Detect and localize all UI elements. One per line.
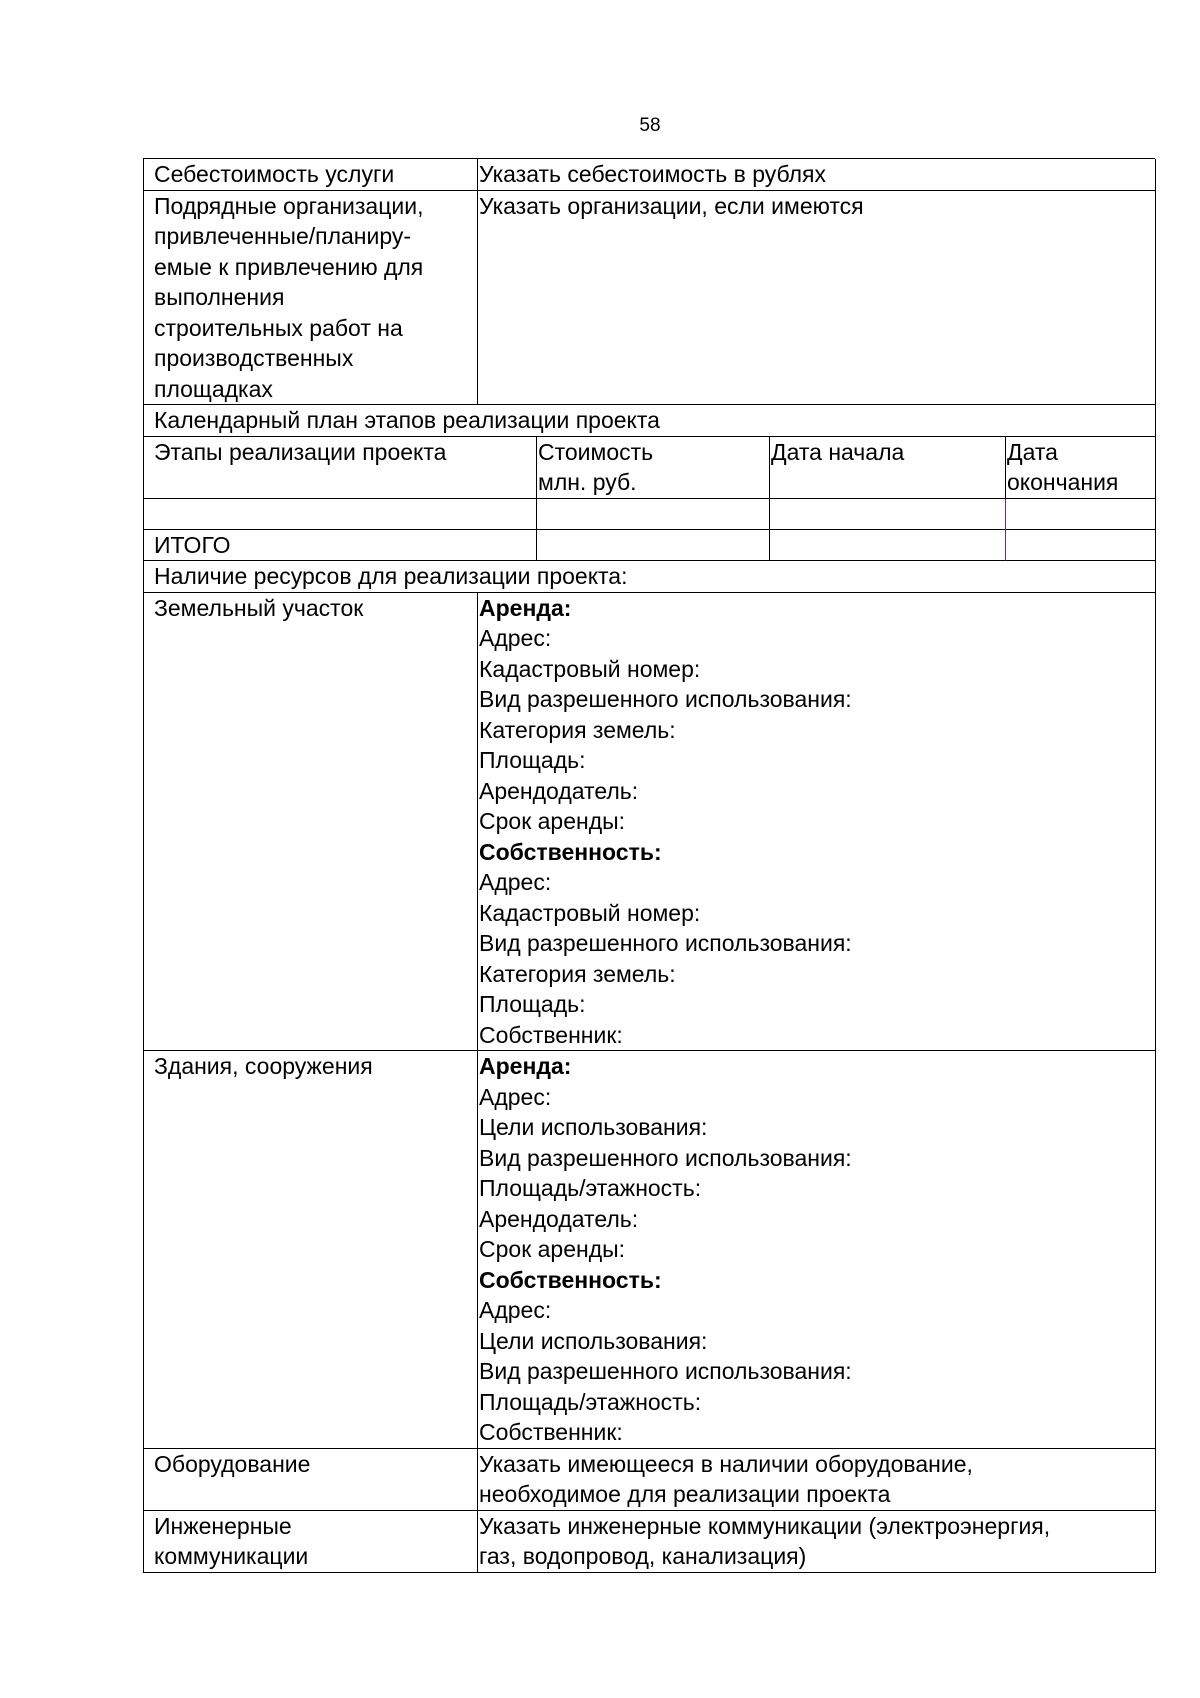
calendar-plan-heading: Календарный план этапов реализации проекта bbox=[144, 405, 1156, 437]
contractors-value: Указать организации, если имеются bbox=[478, 191, 1156, 406]
land-line: Собственник: bbox=[479, 1021, 623, 1048]
cost-value: Указать себестоимость в рублях bbox=[478, 159, 1156, 191]
buildings-line: Арендодатель: bbox=[479, 1205, 639, 1232]
equipment-label: Оборудование bbox=[144, 1449, 478, 1511]
land-line: Арендодатель: bbox=[479, 777, 639, 804]
land-line: Вид разрешенного использования: bbox=[479, 930, 852, 956]
land-line: Адрес: bbox=[479, 625, 552, 651]
buildings-line: Срок аренды: bbox=[479, 1236, 626, 1262]
resources-heading: Наличие ресурсов для реализации проекта: bbox=[144, 561, 1156, 593]
contractors-label-line: строительных работ на bbox=[154, 314, 403, 341]
total-label: ИТОГО bbox=[144, 530, 537, 562]
land-line: Категория земель: bbox=[479, 960, 676, 987]
buildings-line: Вид разрешенного использования: bbox=[479, 1358, 852, 1384]
land-ownership-heading: Собственность: bbox=[479, 838, 662, 865]
buildings-line: Площадь/этажность: bbox=[479, 1388, 702, 1415]
buildings-line: Адрес: bbox=[479, 1297, 552, 1323]
stage-row-name bbox=[144, 499, 537, 530]
land-line: Срок аренды: bbox=[479, 808, 626, 834]
total-start bbox=[770, 530, 1006, 562]
total-end bbox=[1006, 530, 1156, 562]
buildings-ownership-heading: Собственность: bbox=[479, 1266, 662, 1293]
total-cost bbox=[537, 530, 770, 562]
stage-row-end bbox=[1006, 499, 1156, 530]
contractors-label-line: емые к привлечению для bbox=[154, 253, 424, 280]
buildings-label: Здания, сооружения bbox=[144, 1051, 478, 1449]
land-lease-heading: Аренда: bbox=[479, 594, 572, 621]
buildings-line: Цели использования: bbox=[479, 1327, 708, 1354]
stage-end-header: Дата окончания bbox=[1006, 437, 1156, 499]
land-line: Площадь: bbox=[479, 747, 586, 773]
land-line: Вид разрешенного использования: bbox=[479, 686, 852, 712]
project-form-table bbox=[143, 158, 1155, 1573]
buildings-line: Вид разрешенного использования: bbox=[479, 1144, 852, 1171]
stage-row-cost bbox=[537, 499, 770, 530]
contractors-label-line: выполнения bbox=[154, 284, 285, 310]
land-line: Площадь: bbox=[479, 991, 586, 1017]
equipment-value: Указать имеющееся в наличии оборудование, необходимое для реализации проекта bbox=[478, 1449, 1156, 1511]
stages-header: Этапы реализации проекта bbox=[144, 437, 537, 499]
land-line: Категория земель: bbox=[479, 716, 676, 743]
land-label: Земельный участок bbox=[144, 593, 478, 1052]
land-line: Кадастровый номер: bbox=[479, 655, 701, 682]
cost-label: Себестоимость услуги bbox=[144, 159, 478, 191]
engineering-value: Указать инженерные коммуникации (электроэнергия, газ, водопровод, канализация) bbox=[478, 1511, 1156, 1573]
contractors-label-line: Подрядные организации, bbox=[154, 192, 424, 219]
buildings-line: Адрес: bbox=[479, 1083, 552, 1110]
stage-cost-header: Стоимость млн. руб. bbox=[537, 437, 770, 499]
contractors-label-line: привлеченные/планиру- bbox=[154, 223, 412, 249]
contractors-label-line: производственных bbox=[154, 345, 354, 371]
land-line: Кадастровый номер: bbox=[479, 899, 701, 926]
buildings-line: Цели использования: bbox=[479, 1114, 708, 1140]
land-line: Адрес: bbox=[479, 869, 552, 895]
contractors-label-line: площадках bbox=[154, 375, 273, 402]
page-number: 58 bbox=[639, 115, 661, 136]
stage-start-header: Дата начала bbox=[770, 437, 1006, 499]
buildings-line: Площадь/этажность: bbox=[479, 1175, 702, 1201]
buildings-line: Собственник: bbox=[479, 1419, 623, 1445]
land-details bbox=[478, 593, 1156, 1052]
buildings-lease-heading: Аренда: bbox=[479, 1053, 572, 1079]
stage-row-start bbox=[770, 499, 1006, 530]
contractors-label bbox=[144, 191, 478, 406]
engineering-label: Инженерные коммуникации bbox=[144, 1511, 478, 1573]
buildings-details bbox=[478, 1051, 1156, 1449]
